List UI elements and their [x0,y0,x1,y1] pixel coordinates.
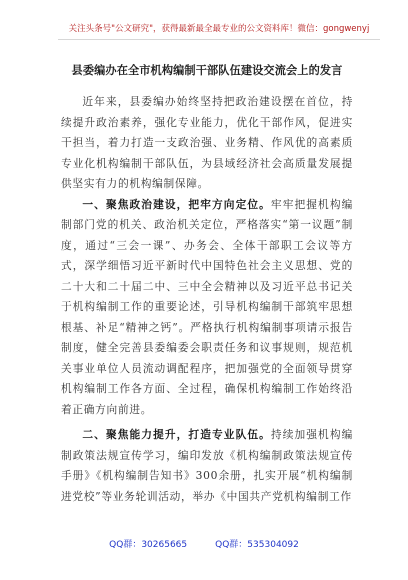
section-heading-1: 一、聚焦政治建设，把牢方向定位。 [82,197,271,211]
section-body-1: 牢牢把握机构编制部门党的机关、政治机关定位，严格落实“第一议题”制度，通过“三会一课”、办务会、全体干部职工会议等方式，深学细悟习近平新时代中国特色社会主义思想、党的二十大和二十届二中、三中全会精神以及习近平总书记关于机构编制工作的重要论述，引导机构编制干部筑牢思想根基、补足“精神之钙”。严格执行机构编制事项请示报告制度，健全完善县委编委会职责任务和议事规则，规范机关事业单位人员流动调配程序，把加强党的全面领导贯穿机构编制工作各方面、全过程，确保机构编制工作始终沿着正确方向前进。 [61,197,354,416]
header-banner: 关注头条号"公文研究"，获得最新最全最专业的公文资料库！微信：gongwenyj [58,22,380,40]
section-heading-2: 二、聚焦能力提升，打造专业队伍。 [82,428,271,441]
document-title: 县委编办在全市机构编制干部队伍建设交流会上的发言 [71,63,343,77]
intro-paragraph: 近年来，县委编办始终坚持把政治建设摆在首位，持续提升政治素养，强化专业能力，优化干部作风，促进实干担当，着力打造一支政治强、业务精、作风优的高素质专业化机构编制干部队伍，为县域经济社会高质量发展提供坚实有力的机构编制保障。 [61,95,353,190]
section-paragraph-2 [61,425,353,507]
section-body-2: 持续加强机构编制政策法规宣传学习，编印发放《机构编制政策法规宣传手册》《机构编制告知书》300余册，扎实开展“机构编制进党校”等业务轮训活动，举办《中国共产党机构编制工作 [61,428,354,503]
section-paragraph-1 [61,195,353,421]
document-body [61,62,353,512]
qq-group-2: QQ群：535304092 [215,540,299,550]
footer-contact [0,537,408,550]
qq-group-1: QQ群：30265665 [109,540,188,550]
